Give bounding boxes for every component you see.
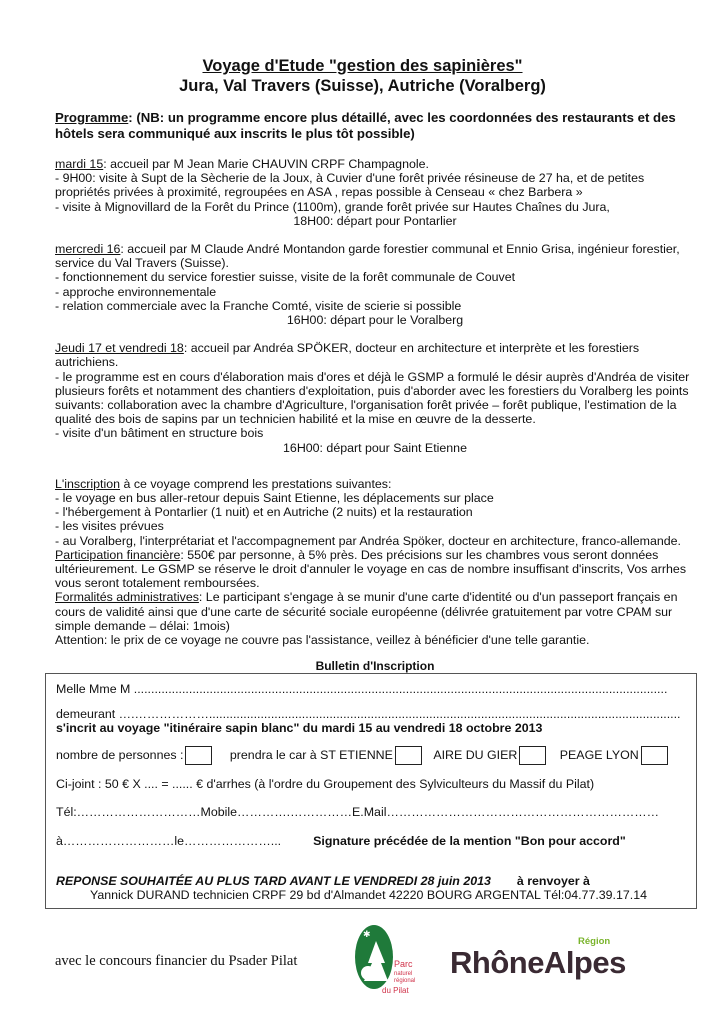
options-row: nombre de personnes : prendra le car à ST ETIENNE AIRE DU GIER PEAGE LYON bbox=[56, 745, 686, 765]
region-rhone-alpes-logo: Région RhôneAlpes bbox=[450, 936, 626, 981]
svg-text:✱: ✱ bbox=[363, 929, 371, 940]
name-field[interactable]: Melle Mme M ........................................................................................................................................................... bbox=[56, 682, 668, 697]
deposit-line[interactable]: Ci-joint : 50 € X .... = ...... € d'arrhes (à l'ordre du Groupement des Sylviculteurs du Massif du Pilat) bbox=[56, 777, 595, 792]
st-etienne-checkbox[interactable] bbox=[395, 746, 422, 765]
document-title: Voyage d'Etude "gestion des sapinières" bbox=[202, 57, 523, 75]
persons-count-box[interactable] bbox=[185, 746, 212, 765]
contact-fields[interactable]: Tél:…………………………Mobile………….……………E.Mail………………………………………………………… bbox=[56, 805, 660, 820]
trip-statement: s'incrit au voyage "itinéraire sapin blanc" du mardi 15 au vendredi 18 octobre 2013 bbox=[56, 720, 543, 735]
svg-text:régional: régional bbox=[394, 978, 416, 985]
day1-section: mardi 15: accueil par M Jean Marie CHAUVIN CRPF Champagnole. - 9H00: visite à Supt de la Sècherie de la Joux, à Cuvier d'une forêt privée résineuse de 27 ha, et de petites propriétés privées à proximité, regroupées en ASA , repas possible à Censeau « chez Barbera » - visite à Mignovillard de la Forêt du Prince (1100m), grande forêt privée sur Hautes Chaînes du Jura, 18H00: départ pour Pontarlier bbox=[55, 157, 645, 228]
funding-note: avec le concours financier du Psader Pilat bbox=[55, 952, 298, 969]
address-field[interactable]: demeurant ….………………......................................................................................................................................... bbox=[56, 706, 681, 721]
programme-note: Programme: (NB: un programme encore plus détaillé, avec les coordonnées des restaurants et des hôtels sera communiqué aux inscrits le plus tôt possible) bbox=[55, 110, 676, 141]
response-deadline: REPONSE SOUHAITÉE AU PLUS TARD AVANT LE VENDREDI 28 juin 2013 à renvoyer à bbox=[56, 873, 590, 888]
day2-section: mercredi 16: accueil par M Claude André Montandon garde forestier communal et Ennio Grisa, ingénieur forestier, service du Val Travers (Suisse). - fonctionnement du service forestier suisse, visite de la forêt communale de Couvet - approche environnementale - relation commerciale avec la Franche Comté, visite de scierie si possible 16H00: départ pour le Voralberg bbox=[55, 242, 680, 328]
registration-form bbox=[45, 673, 697, 909]
bulletin-heading: Bulletin d'Inscription bbox=[315, 659, 435, 674]
return-address: Yannick DURAND technicien CRPF 29 bd d'Almandet 42220 BOURG ARGENTAL Tél:04.77.39.17.14 bbox=[90, 887, 648, 902]
place-date-field[interactable]: à………………………le…………………... Signature précédée de la mention "Bon pour accord" bbox=[56, 833, 626, 848]
parc-pilat-logo bbox=[354, 923, 420, 999]
document-subtitle: Jura, Val Travers (Suisse), Autriche (Voralberg) bbox=[179, 77, 546, 95]
inscription-section: L'inscription à ce voyage comprend les prestations suivantes: - le voyage en bus aller-retour depuis Saint Etienne, les déplacements sur place - l'hébergement à Pontarlier (1 nuit) et en Autriche (2 nuits) et la restauration - les visites prévues - au Voralberg, l'interprétariat et l'accompagnement par Andréa Spöker, docteur en architecture, franco-allemande. Participation financière: 550€ par personne, à 5% près. Des précisions sur les chambres vous seront données ultérieurement. Le GSMP se réserve le droit d'annuler le voyage en cas de nombre insuffisant d'inscrits, Vos arrhes vous seront totalement remboursées. Formalités administratives: Le participant s'engage à se munir d'une carte d'identité ou d'un passeport français en cours de validité ainsi que d'une carte de sécurité sociale européenne (délivrée gratuitement par votre CPAM sur simple demande – délai: 1mois) Attention: le prix de ce voyage ne couvre pas l'assistance, veillez à bénéficier d'une telle garantie. bbox=[55, 476, 687, 648]
aire-du-gier-checkbox[interactable] bbox=[519, 746, 546, 765]
svg-text:naturel: naturel bbox=[394, 971, 413, 978]
footer bbox=[55, 923, 695, 999]
svg-text:du Pilat: du Pilat bbox=[382, 986, 409, 996]
peage-lyon-checkbox[interactable] bbox=[641, 746, 668, 765]
signature-label: Signature précédée de la mention "Bon pour accord" bbox=[313, 833, 626, 848]
svg-text:Parc: Parc bbox=[394, 959, 413, 970]
day3-section: Jeudi 17 et vendredi 18: accueil par Andréa SPÖKER, docteur en architecture et interprète et les forestiers autrichiens. - le programme est en cours d'élaboration mais d'ores et déjà le GSMP a formulé le désir auprès d'Andréa de visiter plusieurs forêts et notamment des chantiers d'exploitation, puis d'aborder avec les forestiers du Voralberg les points suivants: collaboration avec la chambre d'Agriculture, l'organisation forêt privée – forêt publique, l'estimation de la qualité des bois de sapins par un technicien habilité et la mise en œuvre de la desserte. - visite d'un bâtiment en structure bois 16H00: départ pour Saint Etienne bbox=[55, 341, 690, 455]
